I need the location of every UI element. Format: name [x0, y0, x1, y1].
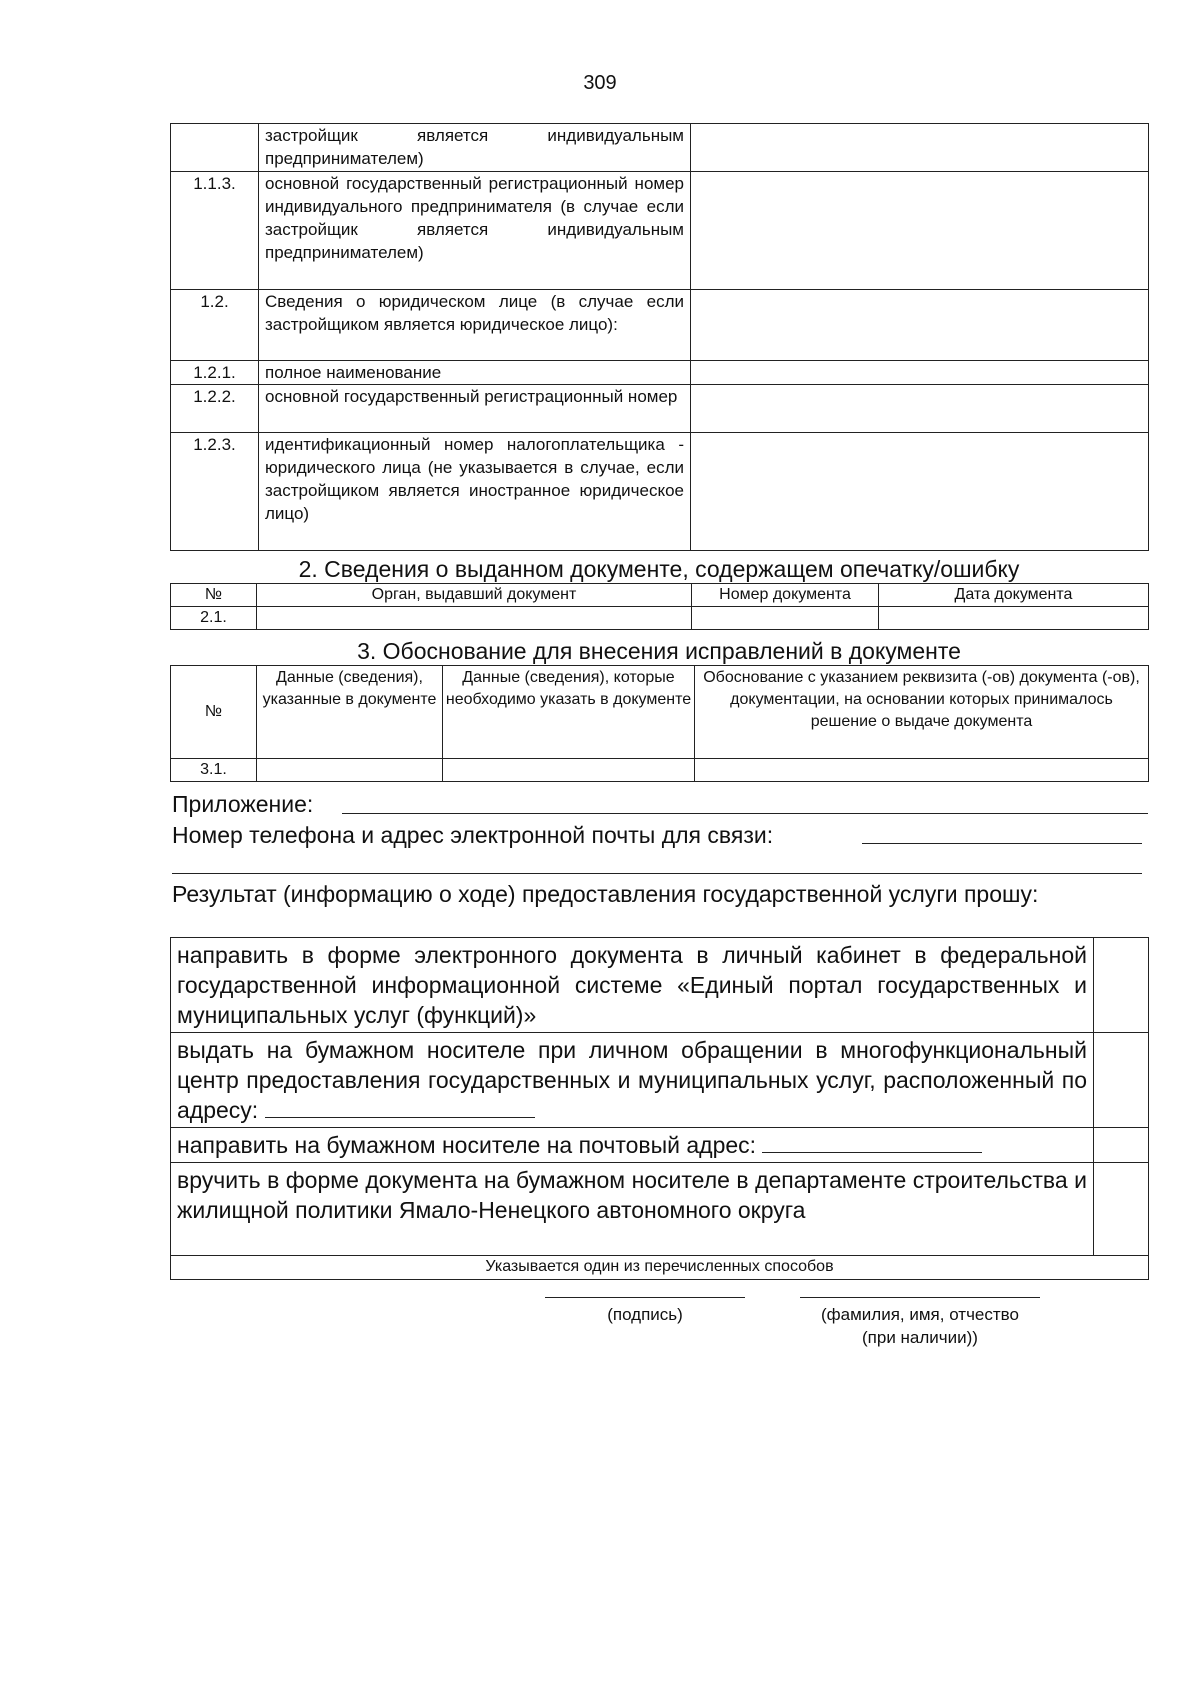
table-row [171, 385, 1149, 433]
option-row [171, 938, 1149, 1033]
attachment-label: Приложение: [172, 791, 314, 817]
option-mail-cell [171, 1128, 1094, 1163]
page-number: 309 [583, 72, 617, 94]
contact-field[interactable] [862, 843, 1142, 844]
row-description: идентификационный номер налогоплательщика - юридического лица (не указывается в случае, если застройщиком является иностранное юридическое лицо) [259, 433, 691, 551]
applicant-info-table [170, 123, 1149, 551]
option-mfc-cell [171, 1033, 1094, 1128]
row-value-cell[interactable] [691, 361, 1149, 385]
column-header: № [171, 584, 257, 607]
table-row [171, 607, 1149, 630]
current-data-cell[interactable] [257, 759, 443, 782]
doc-date-cell[interactable] [879, 607, 1149, 630]
row-value-cell[interactable] [691, 385, 1149, 433]
basis-cell[interactable] [695, 759, 1149, 782]
table-row [171, 172, 1149, 290]
contact-label: Номер телефона и адрес электронной почты для связи: [172, 822, 774, 848]
row-value-cell[interactable] [691, 172, 1149, 290]
signature-label: (подпись) [607, 1305, 683, 1324]
row-number: 1.2.2. [171, 385, 259, 433]
column-header: Данные (сведения), которые необходимо указать в документе [443, 666, 695, 759]
row-number [171, 124, 259, 172]
table-row [171, 361, 1149, 385]
row-number: 3.1. [171, 759, 257, 782]
option-row [171, 1128, 1149, 1163]
options-footer: Указывается один из перечисленных способов [171, 1256, 1149, 1280]
row-value-cell[interactable] [691, 433, 1149, 551]
row-value-cell[interactable] [691, 290, 1149, 361]
option-row [171, 1163, 1149, 1256]
option-row [171, 1033, 1149, 1128]
option-mfc-checkbox[interactable] [1094, 1033, 1149, 1128]
table-row [171, 290, 1149, 361]
signature-line[interactable] [545, 1297, 745, 1298]
full-name-line[interactable] [800, 1297, 1040, 1298]
table-row [171, 759, 1149, 782]
full-name-label-line1: (фамилия, имя, отчество [821, 1305, 1019, 1324]
column-header: Орган, выдавший документ [257, 584, 692, 607]
delivery-options-table [170, 937, 1149, 1280]
postal-address-field[interactable] [762, 1130, 982, 1153]
option-department-text: вручить в форме документа на бумажном носителе в департаменте строительства и жилищной политики Ямало-Ненецкого автономного округа [171, 1163, 1094, 1256]
table-header-row [171, 666, 1149, 759]
table-header-row [171, 584, 1149, 607]
contact-field-continuation[interactable] [172, 873, 1142, 874]
column-header: Дата документа [879, 584, 1149, 607]
result-request-text: Результат (информацию о ходе) предоставления государственной услуги прошу: [172, 881, 1039, 907]
table-row [171, 433, 1149, 551]
row-description: застройщик является индивидуальным предпринимателем) [259, 124, 691, 172]
row-description: основной государственный регистрационный номер [259, 385, 691, 433]
table-row [171, 124, 1149, 172]
row-number: 1.2. [171, 290, 259, 361]
mfc-address-field[interactable] [265, 1095, 535, 1118]
organ-cell[interactable] [257, 607, 692, 630]
row-number: 1.2.3. [171, 433, 259, 551]
row-description: Сведения о юридическом лице (в случае если застройщиком является юридическое лицо): [259, 290, 691, 361]
options-footer-row [171, 1256, 1149, 1280]
issued-document-table [170, 583, 1149, 630]
correct-data-cell[interactable] [443, 759, 695, 782]
column-header: Обоснование с указанием реквизита (-ов) документа (-ов), документации, на основании которых принималось решение о выдаче документа [695, 666, 1149, 759]
option-mail-text: направить на бумажном носителе на почтовый адрес: [177, 1132, 757, 1158]
option-mail-checkbox[interactable] [1094, 1128, 1149, 1163]
full-name-label-line2: (при наличии)) [862, 1328, 978, 1347]
row-number: 2.1. [171, 607, 257, 630]
option-electronic-text: направить в форме электронного документа в личный кабинет в федеральной государственной информационной системе «Единый портал государственных и муниципальных услуг (функций)» [171, 938, 1094, 1033]
doc-number-cell[interactable] [692, 607, 879, 630]
option-electronic-checkbox[interactable] [1094, 938, 1149, 1033]
row-number: 1.1.3. [171, 172, 259, 290]
row-description: основной государственный регистрационный номер индивидуального предпринимателя (в случае если застройщик является индивидуальным предпринимателем) [259, 172, 691, 290]
row-value-cell[interactable] [691, 124, 1149, 172]
section-2-title: 2. Сведения о выданном документе, содержащем опечатку/ошибку [298, 556, 1020, 582]
correction-basis-table [170, 665, 1149, 782]
section-3-title: 3. Обоснование для внесения исправлений в документе [357, 638, 961, 664]
column-header: Данные (сведения), указанные в документе [257, 666, 443, 759]
option-department-checkbox[interactable] [1094, 1163, 1149, 1256]
column-header: Номер документа [692, 584, 879, 607]
attachment-field[interactable] [342, 813, 1148, 814]
row-number: 1.2.1. [171, 361, 259, 385]
option-mfc-text: выдать на бумажном носителе при личном обращении в многофункциональный центр предоставления государственных и муниципальных услуг, расположенный по адресу: [177, 1037, 1087, 1123]
row-description: полное наименование [259, 361, 691, 385]
full-name-label [790, 1303, 1050, 1349]
column-header: № [171, 666, 257, 759]
